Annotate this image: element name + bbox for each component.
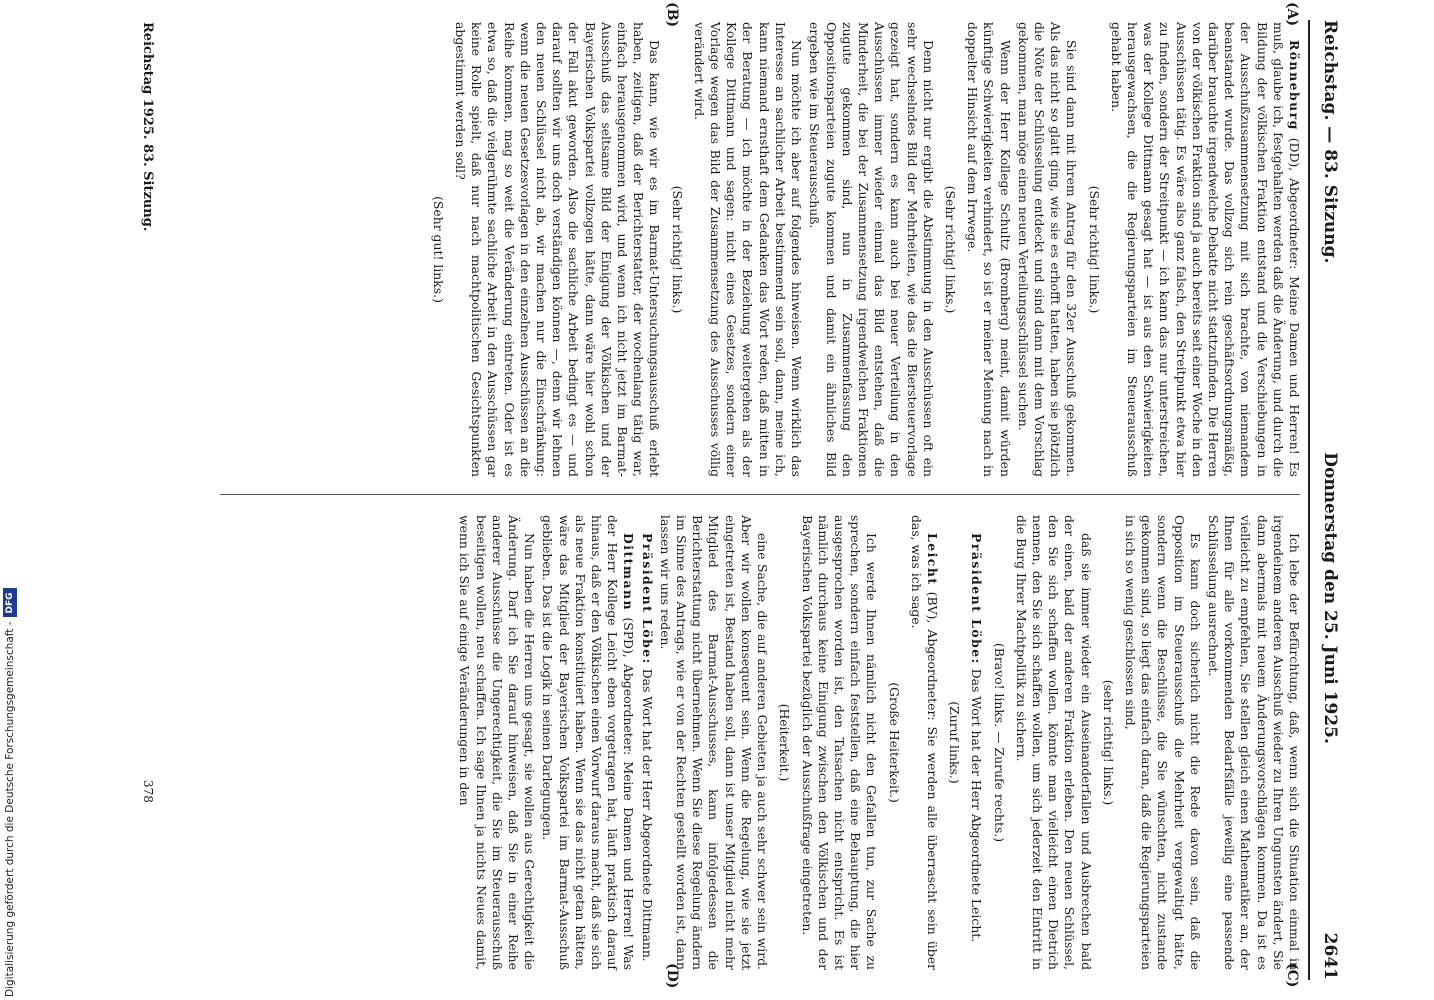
margin-marker-a: (A) (1284, 2, 1300, 27)
column-divider (220, 494, 1300, 495)
margin-marker-c: (C) (1284, 963, 1300, 988)
speech-text: (DD), Abgeordneter: Meine Damen und Herren! Es muß, glaube ich, festgehalten werden daß die Änderung, und durch die Bildung der völkischen Fraktion entstand und die Verschiebungen in der Ausschußzusammensetzung mit sich brachte, von niemandem beanstandet wurde. Das vollzog sich rein geschäftsordnungsmäßig, darüber brauchte irgendwelche Debatte nicht stattzufinden. Die Herren von der völkischen Fraktion sind ja auch bereits seit einer Woche in den Ausschüssen tätig. Es wäre also ganz falsch, den Streitpunkt etwa hier zu finden, sondern der Streitpunkt — ich kann das nur unterstreichen, was der Kollege Dittmann gesagt hat — ist aus den Schwierigkeiten herausgewachsen, die die Regierungsparteien im Steuerausschuß gehabt haben. (1108, 22, 1302, 477)
page-number: 2641 (1320, 932, 1340, 980)
body-paragraph: Wenn der Herr Kollege Schultz (Bromberg) meint, damit würden künftige Schwierigkeiten verhindert, so ist er meiner Meinung nach in doppelter Hinsicht auf dem Irrwege. (965, 22, 1013, 477)
body-paragraph: Das kann, wie wir es im Barmat-Untersuchungsausschuß erlebt haben, zeitigen, daß der Berichterstatter, der wochenlang tätig war, einfach herausgenommen wird, und wenn ich nicht jetzt im Barmat-Ausschuß das seltsame Bild der Einigung der Völkischen und der Bayerischen Volkspartei vollzogen hätte, dann wäre hier wohl schon der Fall akut geworden. Also die sachliche Arbeit bedingt es — und darauf sollten wir uns doch verständigen können —, denn wir lehnen den neuen Schlüssel nicht ab, wir machen nur die Einschränkung: wenn die neuen Gesetzesvorlagen in den einzelnen Ausschüssen an die Reihe kommen, mag so weit die Veränderung eintreten. Oder ist es etwa so, daß die vielgerühmte sachliche Arbeit in den Ausschüssen gar keine Rolle spielt, daß nur nach machtpolitischen Gesichtspunkten abgestimmt werden soll? (453, 22, 663, 477)
president-statement (968, 515, 984, 970)
speaker-name: Rönneburg (1287, 40, 1302, 131)
body-paragraph: daß sie immer wieder ein Auseinanderfallen und Ausbrechen bald der einen, bald der anderen Fraktion erleben. Den neuen Schlüssel, den Sie sich schaffen wollen, könnte man vielleicht einen Dietrich nennen, den Sie sich schaffen wollen, um sich jederzeit den Eintritt in die Burg Ihrer Machtpolitik zu sichern. (1013, 515, 1094, 970)
right-column (454, 515, 1302, 970)
speaker-name: Präsident Löbe: (639, 533, 655, 665)
interjection: (Zuruf links.) (947, 701, 963, 784)
footer-page-number: 378 (141, 780, 155, 803)
speaker-name: Dittmann (621, 533, 637, 612)
speech-paragraph (908, 515, 940, 970)
header-center: Donnerstag den 25. Juni 1925. (1320, 452, 1340, 744)
speech-text: Das Wort hat der Herr Abgeordnete Leicht. (969, 664, 985, 943)
interjection: (Heiterkeit.) (777, 703, 793, 782)
credit-text: Digitalisierung gefördert durch die Deutsche Forschungsgemeinschaft - (4, 621, 16, 997)
body-paragraph: Nun möchte ich aber auf folgendes hinweisen. Wenn wirklich das Interesse an sachlicher Arbeit bestimmend sein soll, dann, meine ich, kann niemand ernsthaft dem Gedanken das Wort reden, daß mitten in der Beratung — ich möchte in der Beziehung weitergehen als der Kollege Dittmann und sagen: nicht eines Gesetzes, sondern einer Vorlage wegen das Bild der Zusammensetzung des Ausschusses völlig verändert wird. (691, 22, 805, 477)
interjection: (sehr richtig! links.) (1100, 679, 1116, 806)
body-paragraph: Sie sind dann mit ihrem Antrag für den 32er Ausschuß gekommen. Als das nicht so glatt ging, wie sie es erhofft hatten, haben sie plötzlich die Nöte der Schlüsselung entdeckt und sind dann mit dem Vorschlag gekommen, man möge einen neuen Verteilungsschlüssel suchen. (1015, 22, 1080, 477)
digitization-credit (2, 592, 18, 997)
interjection: (Sehr gut! links.) (430, 196, 446, 303)
president-statement (638, 515, 654, 970)
speech-text: (SPD), Abgeordneter: Meine Damen und Herren! Was der Herr Kollege Leicht eben vorgetragen hat, läuft praktisch darauf hinaus, daß er den Völkischen einen Vorwurf daraus macht, daß sie sich als neue Fraktion konstituiert haben. Wenn sie das nicht getan hätten, wäre das Mitglied der Bayerischen Volkspartei im Barmat-Ausschuß geblieben. Das ist die Logik in seinen Darlegungen. (540, 515, 637, 970)
body-paragraph: Es kann doch sicherlich nicht die Rede davon sein, daß die Opposition im Steuerausschuß die Mehrheit vergewaltigt hätte, sondern wenn die Beschlüsse, die Sie wünschten, nicht zustande gekommen sind, so liegt das einfach daran, daß die Regierungsparteien in sich so wenig geschlossen sind, (1122, 515, 1203, 970)
speech-text: Das Wort hat der Herr Abgeordnete Dittmann. (639, 664, 655, 962)
body-paragraph: Nun haben die Herren uns gesagt, sie wollen aus Gerechtigkeit die Änderung. Darf ich Sie darauf hinweisen, daß Sie in einer Reihe anderer Ausschüsse die Ungerechtigkeit, die Sie im Steuerausschuß beseitigen wollen, neu schaffen. Ich sage Ihnen ja nichts Neues damit, wenn ich Sie auf einige Veränderungen in den (457, 515, 538, 970)
speaker-name: Präsident Löbe: (969, 533, 985, 665)
margin-marker-b: (B) (664, 2, 680, 28)
body-paragraph: Ich lebe der Befürchtung, daß, wenn sich die Situation einmal in irgendeinem anderen Ausschuß wieder zu Ihren Ungunsten ändert, Sie dann abermals mit neuem Änderungsvorschlägen kommen. Da ist es vielleicht zu empfehlen, Sie stellen gleich einen Mathematiker an, der Ihnen für alle vorkommenden Bedarfsfälle jeweilig eine passende Schlüsselung ausrechnet. (1205, 515, 1302, 970)
speech-paragraph (1108, 22, 1302, 477)
interjection: (Sehr richtig! links.) (1086, 185, 1102, 314)
speech-paragraph (539, 515, 636, 970)
left-column (424, 22, 1302, 477)
interjection: (Sehr richtig! links.) (942, 185, 958, 314)
body-paragraph: eine Sache, die auf anderen Gebieten ja auch sehr schwer sein wird. Aber wir wollen konsequent sein. Wenn die Regelung, wie sie jetzt eingetreten ist, Bestand haben soll, dann ist unser Mitglied nicht mehr Mitglied des Barmat-Ausschusses, kann infolgedessen die Berichterstattung nicht übernehmen. Wenn Sie diese Regelung ändern im Sinne des Antrags, wie er von der Rechten gestellt worden ist, dann lassen wir uns reden. (657, 515, 771, 970)
header-rule (1308, 20, 1310, 980)
interjection: (Bravo! links. — Zurufe rechts.) (991, 642, 1007, 843)
margin-marker-d: (D) (664, 963, 680, 989)
header-left: Reichstag. — 83. Sitzung. (1320, 20, 1340, 264)
interjection: (Sehr richtig! links.) (669, 185, 685, 314)
page-header (1310, 20, 1350, 980)
footer-left: Reichstag 1925. 83. Sitzung. (140, 22, 155, 232)
interjection: (Große Heiterkeit.) (886, 682, 902, 803)
speech-text: (BV), Abgeordneter: Sie werden alle überrascht sein über das, was ich sage. (908, 515, 940, 970)
speaker-name: Leicht (924, 533, 940, 586)
dfg-logo: DFG (3, 588, 17, 617)
body-paragraph: Ich werde Ihnen nämlich nicht den Gefallen tun, zur Sache zu sprechen, sondern einfach feststellen, daß eine Behauptung, die hier ausgesprochen worden ist, den Tatsachen nicht entspricht. Es ist nämlich durchaus keine Einigung zwischen den Völkischen und der Bayerischen Volkspartei bezüglich der Ausschußfrage eingetreten. (799, 515, 880, 970)
body-paragraph: Denn nicht nur ergibt die Abstimmung in den Ausschüssen oft ein sehr wechselndes Bild der Mehrheiten, wie das die Biersteuervorlage gezeigt hat, sondern es kann auch bei neuer Verteilung in den Ausschüssen immer wieder einmal das Bild entstehen, daß die Minderheit, die bei der Zusammensetzung irgendwelchen Fraktionen zugute gekommen sind, nun in Zusammenfassung den Oppositionsparteien zugute kommen und damit ein ähnliches Bild ergeben wie im Steuerausschuß. (807, 22, 936, 477)
document-page (60, 0, 1360, 1000)
